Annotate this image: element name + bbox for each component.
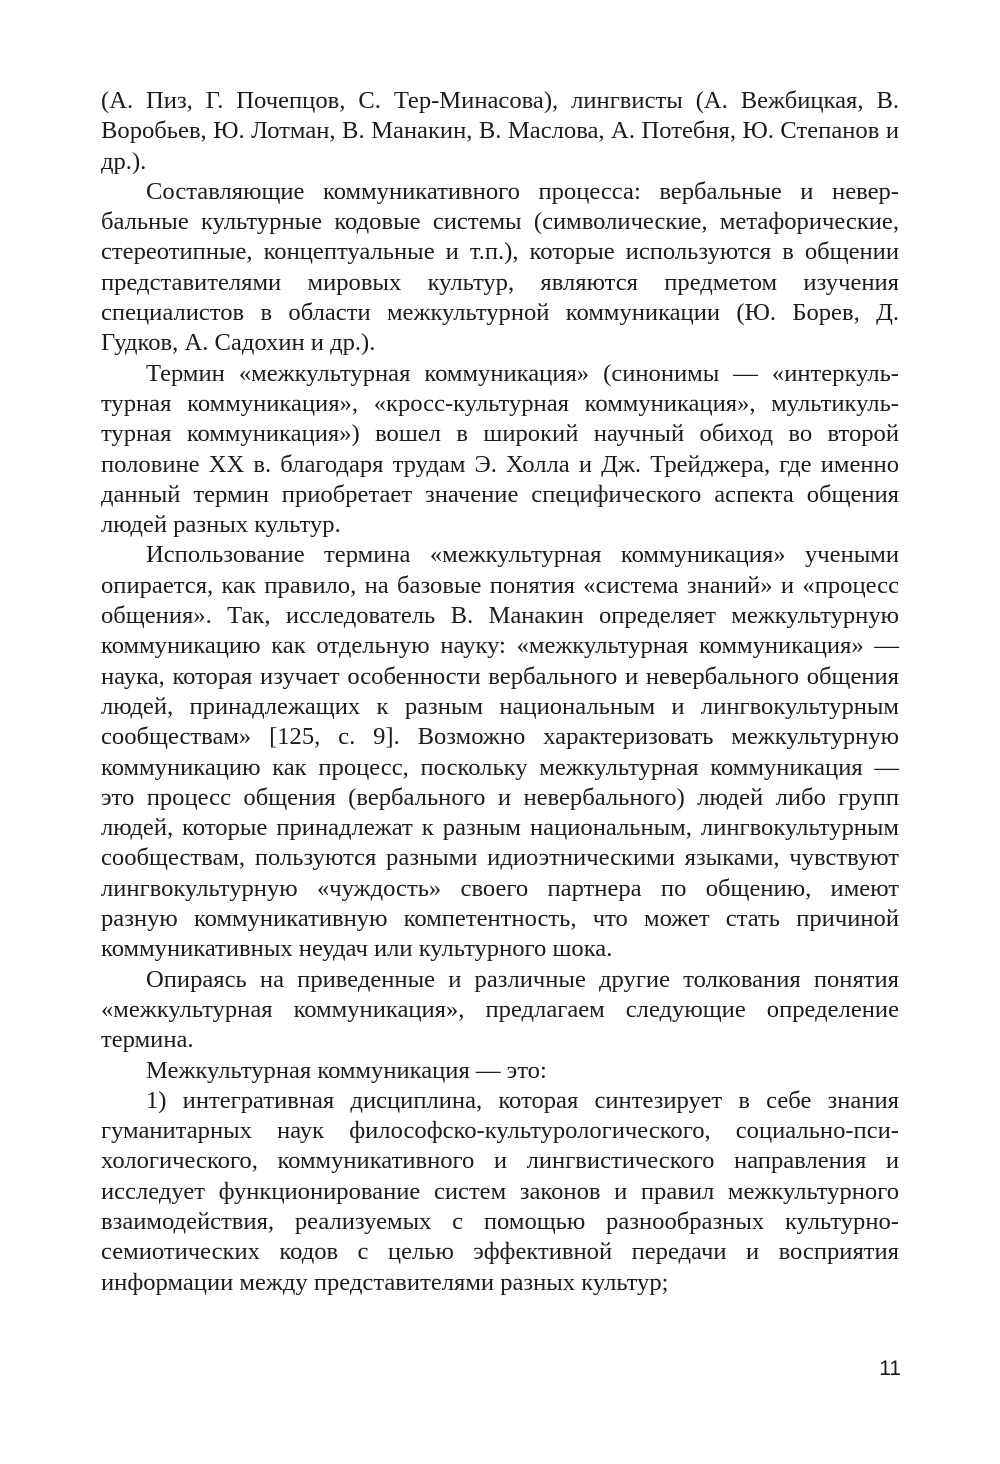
paragraph-definition-item-1: 1) интегративная дисциплина, которая синтезирует в себе знания гуманитарных наук философско-культурологического, социально-психологического, коммуникативного и лингвистического направления и исследует функционирование систем законов и правил межкультурного взаимодействия, реализуемых с помощью разнообразных культурно-семиотических кодов с целью эффективной передачи и восприятия информации между представителями разных культур; <box>101 1086 899 1296</box>
paragraph-definition-intro: Опираясь на приведенные и различные другие толкования понятия «межкультурная коммуникация», предлагаем следующие определение термина. <box>101 965 899 1054</box>
paragraph-term-usage: Использование термина «межкультурная коммуникация» учеными опирается, как правило, на базовые понятия «система знаний» и «процесс общения». Так, исследователь В. Манакин определяет межкультурную коммуникацию как отдельную науку: «межкультурная коммуникация» — наука, которая изучает особенности вербального и невербального общения людей, принадлежащих к разным национальным и лингвокультурным сообществам» [125, с. 9]. Возможно характеризовать межкультурную коммуникацию как процесс, поскольку межкультурная коммуникация — это процесс общения (вербального и невербального) людей либо групп людей, которые принадлежат к разным национальным, лингвокультурным сообществам, пользуются разными идиоэтническими языками, чувствуют лингвокультурную «чуждость» своего партнера по общению, имеют разную коммуникативную компетентность, что может стать причиной коммуникативных неудач или культурного шока. <box>101 541 899 963</box>
paragraph-communication-components: Составляющие коммуникативного процесса: вербальные и невербальные культурные кодовые системы (символические, метафорические, стереотипные, концептуальные и т.п.), которые используются в общении представителями мировых культур, являются предметом изучения специалистов в области межкультурной коммуникации (Ю. Борев, Д. Гудков, А. Садохин и др.). <box>101 177 899 357</box>
paragraph-continuation: (А. Пиз, Г. Почепцов, С. Тер-Минасова), лингвисты (А. Вежбицкая, В. Воробьев, Ю. Лотман, В. Манакин, В. Маслова, А. Потебня, Ю. Степанов и др.). <box>101 87 899 175</box>
page-body <box>101 86 899 1298</box>
paragraph-definition-lead: Межкультурная коммуникация — это: <box>146 1056 547 1084</box>
paragraph-term-origin: Термин «межкультурная коммуникация» (синонимы — «интеркультурная коммуникация», «кросс-культурная коммуникация», мультикультурная коммуникация») вошел в широкий научный обиход во второй половине XX в. благодаря трудам Э. Холла и Дж. Трейджера, где именно данный термин приобретает значение специфического аспекта общения людей разных культур. <box>101 359 899 539</box>
page-number: 11 <box>879 1357 901 1380</box>
